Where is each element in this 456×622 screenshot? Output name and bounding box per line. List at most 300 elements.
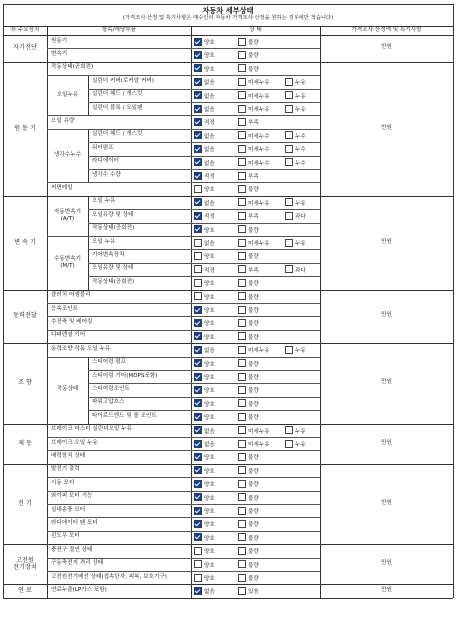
status-option[interactable] <box>194 145 215 154</box>
status-option-label: 미세누유 <box>248 80 270 87</box>
status-option[interactable] <box>285 105 306 114</box>
status-option[interactable] <box>194 105 215 114</box>
status-option[interactable] <box>194 346 215 355</box>
status-option[interactable] <box>194 386 215 395</box>
section-divider <box>3 343 453 344</box>
status-option[interactable] <box>238 293 259 302</box>
status-option[interactable] <box>285 346 306 355</box>
checkbox-checked-icon[interactable] <box>194 507 202 515</box>
checkbox-empty-icon[interactable] <box>285 158 293 166</box>
section-divider <box>3 544 453 545</box>
item-label: 작동상태(공회전) <box>92 278 135 285</box>
checkbox-checked-icon[interactable] <box>194 158 202 166</box>
status-option-label: 적정 <box>204 174 215 180</box>
checkbox-checked-icon[interactable] <box>194 520 202 528</box>
checkbox-checked-icon[interactable] <box>194 587 202 595</box>
checkbox-empty-icon[interactable] <box>285 105 293 113</box>
status-option-label: 없음 <box>204 241 215 247</box>
status-option[interactable] <box>285 239 306 248</box>
status-option[interactable] <box>285 78 306 87</box>
checkbox-checked-icon[interactable] <box>194 319 202 327</box>
checkbox-checked-icon[interactable] <box>194 38 202 46</box>
item-label: 라디에이터 <box>92 158 120 165</box>
checkbox-empty-icon[interactable] <box>238 306 246 314</box>
checkbox-empty-icon[interactable] <box>238 131 246 139</box>
status-option[interactable] <box>238 507 259 516</box>
row-divider <box>88 249 320 250</box>
status-option[interactable] <box>194 319 215 328</box>
checkbox-empty-icon[interactable] <box>238 413 246 421</box>
status-option[interactable] <box>238 132 270 141</box>
status-option[interactable] <box>194 159 215 168</box>
section-label-braking: 제 동 <box>18 439 32 447</box>
status-option[interactable] <box>194 373 215 382</box>
checkbox-empty-icon[interactable] <box>238 480 246 488</box>
checkbox-empty-icon[interactable] <box>194 560 202 568</box>
checkbox-empty-icon[interactable] <box>238 373 246 381</box>
row-divider <box>47 48 320 49</box>
checkbox-empty-icon[interactable] <box>238 332 246 340</box>
status-option[interactable] <box>194 534 215 543</box>
checkbox-empty-icon[interactable] <box>238 185 246 193</box>
price-unit-label: 만원 <box>381 439 392 446</box>
status-option-label: 부족 <box>248 267 259 274</box>
item-label: 실린더 블록 / 오일팬 <box>92 104 143 111</box>
checkbox-empty-icon[interactable] <box>285 145 293 153</box>
checkbox-empty-icon[interactable] <box>285 91 293 99</box>
checkbox-empty-icon[interactable] <box>238 359 246 367</box>
status-option[interactable] <box>238 118 259 127</box>
status-option[interactable] <box>238 239 270 248</box>
status-option[interactable] <box>238 51 259 60</box>
item-label: 충전구 절연 상태 <box>51 546 93 553</box>
checkbox-empty-icon[interactable] <box>238 198 246 206</box>
status-option-label: 양호 <box>204 66 215 73</box>
row-divider <box>88 397 320 398</box>
status-option[interactable] <box>194 467 215 476</box>
checkbox-empty-icon[interactable] <box>194 185 202 193</box>
status-option[interactable] <box>194 92 215 101</box>
checkbox-empty-icon[interactable] <box>238 158 246 166</box>
checkbox-empty-icon[interactable] <box>238 533 246 541</box>
checkbox-checked-icon[interactable] <box>194 413 202 421</box>
status-option-label: 불량 <box>248 187 259 194</box>
status-option[interactable] <box>238 212 259 221</box>
status-option-label: 불량 <box>248 482 259 489</box>
status-option[interactable] <box>194 453 215 462</box>
checkbox-empty-icon[interactable] <box>285 265 293 273</box>
price-unit-label: 만원 <box>381 379 392 386</box>
status-option[interactable] <box>285 159 306 168</box>
item-label: 실린더 헤드 / 개스킷 <box>92 91 143 98</box>
checkbox-empty-icon[interactable] <box>238 547 246 555</box>
checkbox-checked-icon[interactable] <box>194 346 202 354</box>
checkbox-empty-icon[interactable] <box>285 346 293 354</box>
col-header-item: 항목/해당부품 <box>101 27 137 33</box>
status-option[interactable] <box>238 159 270 168</box>
status-option[interactable] <box>194 440 215 449</box>
row-divider <box>47 558 320 559</box>
status-option-label: 양호 <box>204 40 215 46</box>
status-option[interactable] <box>194 78 215 87</box>
status-option[interactable] <box>238 199 270 208</box>
row-divider <box>88 169 320 170</box>
section-label-steering: 조 향 <box>18 379 32 387</box>
status-option[interactable] <box>194 293 215 302</box>
checkbox-empty-icon[interactable] <box>238 172 246 180</box>
checkbox-empty-icon[interactable] <box>194 574 202 582</box>
section-divider <box>3 464 453 465</box>
status-option[interactable] <box>194 574 215 583</box>
checkbox-checked-icon[interactable] <box>194 225 202 233</box>
table-border-bottom <box>3 598 453 599</box>
checkbox-empty-icon[interactable] <box>238 292 246 300</box>
checkbox-empty-icon[interactable] <box>194 292 202 300</box>
checkbox-empty-icon[interactable] <box>238 399 246 407</box>
status-option[interactable] <box>194 480 215 489</box>
status-option[interactable] <box>285 440 306 449</box>
status-option-label: 미세누유 <box>248 200 270 207</box>
col-divider-2 <box>191 26 192 598</box>
checkbox-empty-icon[interactable] <box>285 212 293 220</box>
checkbox-checked-icon[interactable] <box>194 493 202 501</box>
subgroup-divider <box>88 357 89 424</box>
checkbox-empty-icon[interactable] <box>238 212 246 220</box>
status-option-label: 양호 <box>204 535 215 542</box>
status-option[interactable] <box>194 252 215 261</box>
item-label: 오일유량 및 상태 <box>92 211 134 218</box>
col-divider-1 <box>47 26 48 598</box>
status-option-label: 미세누유 <box>248 241 270 247</box>
status-option-label: 미세누수 <box>248 160 270 167</box>
status-option[interactable] <box>238 480 259 489</box>
status-option[interactable] <box>238 266 259 275</box>
item-label: 오일 누유 <box>92 238 116 245</box>
checkbox-empty-icon[interactable] <box>238 38 246 46</box>
row-divider <box>88 383 320 384</box>
status-option-label: 누유 <box>295 93 306 100</box>
status-option[interactable] <box>285 199 306 208</box>
status-option-label: 양호 <box>204 294 215 301</box>
checkbox-checked-icon[interactable] <box>194 64 202 72</box>
checkbox-empty-icon[interactable] <box>238 78 246 86</box>
status-option[interactable] <box>194 427 215 436</box>
checkbox-empty-icon[interactable] <box>285 440 293 448</box>
checkbox-checked-icon[interactable] <box>194 131 202 139</box>
status-option-label: 양호 <box>204 361 215 368</box>
item-label: 연료누출(LP가스 포함) <box>51 587 107 593</box>
checkbox-empty-icon[interactable] <box>238 252 246 260</box>
status-option[interactable] <box>194 547 215 556</box>
item-label: 시동 모터 <box>51 479 75 486</box>
status-option[interactable] <box>194 212 215 221</box>
col-header-status: 상 태 <box>249 27 262 33</box>
status-option-label: 불량 <box>248 40 259 46</box>
item-label: 오일유량 및 상태 <box>92 265 134 272</box>
status-option[interactable] <box>238 333 259 342</box>
status-option[interactable] <box>194 279 215 288</box>
item-label: 동력조향 작동 오일 누유 <box>51 345 111 352</box>
item-label: 냉각수 수량 <box>92 171 121 178</box>
item-label: 실린더 헤드 / 개스킷 <box>92 131 143 138</box>
status-option-label: 양호 <box>204 468 215 475</box>
row-divider <box>88 209 320 210</box>
checkbox-empty-icon[interactable] <box>194 547 202 555</box>
status-option[interactable] <box>238 346 270 355</box>
checkbox-empty-icon[interactable] <box>285 239 293 247</box>
table-border-left <box>3 4 4 598</box>
checkbox-checked-icon[interactable] <box>194 359 202 367</box>
status-option[interactable] <box>194 172 215 181</box>
status-option[interactable] <box>238 386 259 395</box>
status-option[interactable] <box>194 118 215 127</box>
status-option[interactable] <box>285 212 306 221</box>
row-divider <box>88 263 320 264</box>
status-option[interactable] <box>238 306 259 315</box>
status-option-label: 누유 <box>295 348 306 355</box>
status-option-label: 과다 <box>295 267 306 274</box>
status-option[interactable] <box>238 547 259 556</box>
checkbox-checked-icon[interactable] <box>194 145 202 153</box>
status-option[interactable] <box>238 38 259 47</box>
status-option-label: 불량 <box>248 535 259 542</box>
status-option[interactable] <box>194 226 215 235</box>
status-option[interactable] <box>194 360 215 369</box>
checkbox-checked-icon[interactable] <box>194 399 202 407</box>
item-label: 원동기 <box>51 37 68 44</box>
status-option-label: 불량 <box>248 227 259 234</box>
checkbox-empty-icon[interactable] <box>238 507 246 515</box>
status-option[interactable] <box>238 78 270 87</box>
status-option[interactable] <box>194 333 215 342</box>
checkbox-checked-icon[interactable] <box>194 386 202 394</box>
checkbox-checked-icon[interactable] <box>194 440 202 448</box>
checkbox-empty-icon[interactable] <box>238 560 246 568</box>
checkbox-empty-icon[interactable] <box>238 574 246 582</box>
status-option-label: 양호 <box>204 227 215 234</box>
checkbox-empty-icon[interactable] <box>238 225 246 233</box>
status-option[interactable] <box>238 413 259 422</box>
status-option[interactable] <box>194 266 215 275</box>
status-option[interactable] <box>238 92 270 101</box>
status-option[interactable] <box>285 92 306 101</box>
checkbox-empty-icon[interactable] <box>238 279 246 287</box>
status-option[interactable] <box>238 520 259 529</box>
checkbox-empty-icon[interactable] <box>238 51 246 59</box>
status-option[interactable] <box>194 587 215 596</box>
status-option[interactable] <box>238 65 259 74</box>
row-divider <box>47 437 320 438</box>
status-option[interactable] <box>238 279 259 288</box>
status-option[interactable] <box>238 360 259 369</box>
status-option[interactable] <box>285 132 306 141</box>
status-option-label: 양호 <box>204 388 215 395</box>
checkbox-empty-icon[interactable] <box>194 239 202 247</box>
status-option[interactable] <box>194 132 215 141</box>
checkbox-checked-icon[interactable] <box>194 51 202 59</box>
checkbox-empty-icon[interactable] <box>238 105 246 113</box>
item-label: 작동상태(공회전) <box>51 64 94 71</box>
status-option-label: 불량 <box>248 549 259 556</box>
checkbox-empty-icon[interactable] <box>238 386 246 394</box>
status-option[interactable] <box>194 494 215 503</box>
status-option-label: 과다 <box>295 214 306 221</box>
status-option[interactable] <box>238 319 259 328</box>
status-option[interactable] <box>194 507 215 516</box>
row-divider <box>47 450 320 451</box>
checkbox-checked-icon[interactable] <box>194 533 202 541</box>
status-option[interactable] <box>238 494 259 503</box>
checkbox-empty-icon[interactable] <box>285 426 293 434</box>
status-option-label: 없음 <box>204 160 215 167</box>
status-option-label: 없음 <box>204 348 215 355</box>
status-option-label: 양호 <box>204 375 215 381</box>
checkbox-empty-icon[interactable] <box>238 453 246 461</box>
status-option-label: 없음 <box>204 80 215 87</box>
status-option[interactable] <box>238 105 270 114</box>
item-label: 디퍼렌셜 기어 <box>51 332 86 339</box>
section-divider <box>3 424 453 425</box>
status-option-label: 양호 <box>204 254 215 261</box>
section-label-power-transfer: 동력전달 <box>13 312 37 320</box>
status-option[interactable] <box>238 226 259 235</box>
status-option[interactable] <box>194 520 215 529</box>
status-option-label: 불량 <box>248 294 259 301</box>
checkbox-checked-icon[interactable] <box>194 118 202 126</box>
status-option[interactable] <box>194 561 215 570</box>
status-option-label: 불량 <box>248 522 259 529</box>
checkbox-checked-icon[interactable] <box>194 373 202 381</box>
status-option-label: 양호 <box>204 522 215 529</box>
status-option-label: 불량 <box>248 509 259 515</box>
status-option[interactable] <box>194 51 215 60</box>
price-unit-label: 만원 <box>381 44 392 51</box>
status-option[interactable] <box>194 239 215 248</box>
checkbox-checked-icon[interactable] <box>194 306 202 314</box>
status-option[interactable] <box>238 534 259 543</box>
status-option[interactable] <box>238 427 270 436</box>
checkbox-empty-icon[interactable] <box>285 78 293 86</box>
status-option[interactable] <box>238 467 259 476</box>
status-option-label: 누유 <box>295 241 306 247</box>
status-option[interactable] <box>285 427 306 436</box>
checkbox-checked-icon[interactable] <box>194 91 202 99</box>
checkbox-empty-icon[interactable] <box>238 145 246 153</box>
row-divider <box>47 504 320 505</box>
checkbox-empty-icon[interactable] <box>194 265 202 273</box>
status-option[interactable] <box>238 453 259 462</box>
row-divider <box>47 357 320 358</box>
row-divider <box>47 517 320 518</box>
status-option[interactable] <box>238 252 259 261</box>
status-option[interactable] <box>238 574 259 583</box>
status-option-label: 없음 <box>204 428 215 435</box>
checkbox-checked-icon[interactable] <box>194 198 202 206</box>
subgroup-label-auto-trans: 자동변속기 (A/T) <box>53 209 82 222</box>
status-option[interactable] <box>194 413 215 422</box>
checkbox-checked-icon[interactable] <box>194 480 202 488</box>
status-option[interactable] <box>285 145 306 154</box>
checkbox-empty-icon[interactable] <box>238 239 246 247</box>
checkbox-empty-icon[interactable] <box>238 265 246 273</box>
row-divider <box>47 330 320 331</box>
row-divider <box>88 223 320 224</box>
row-divider <box>47 316 320 317</box>
checkbox-checked-icon[interactable] <box>194 332 202 340</box>
status-option[interactable] <box>194 185 215 194</box>
checkbox-empty-icon[interactable] <box>238 493 246 501</box>
checkbox-empty-icon[interactable] <box>194 279 202 287</box>
status-option[interactable] <box>238 373 259 382</box>
price-unit-label: 만원 <box>381 587 392 594</box>
status-option[interactable] <box>238 145 270 154</box>
col-header-device: ⑱ 주요장치 <box>10 27 40 33</box>
status-option-label: 누유 <box>295 107 306 113</box>
checkbox-checked-icon[interactable] <box>194 172 202 180</box>
status-option[interactable] <box>285 266 306 275</box>
status-option[interactable] <box>238 440 270 449</box>
item-label: 기어변속장치 <box>92 252 125 258</box>
status-option[interactable] <box>238 561 259 570</box>
status-option-label: 불량 <box>248 401 259 408</box>
checkbox-empty-icon[interactable] <box>238 520 246 528</box>
checkbox-checked-icon[interactable] <box>194 212 202 220</box>
status-option-label: 적정 <box>204 214 215 221</box>
status-option[interactable] <box>238 587 259 596</box>
checkbox-empty-icon[interactable] <box>238 466 246 474</box>
status-option[interactable] <box>194 38 215 47</box>
checkbox-checked-icon[interactable] <box>194 466 202 474</box>
checkbox-empty-icon[interactable] <box>194 252 202 260</box>
checkbox-empty-icon[interactable] <box>285 198 293 206</box>
price-unit-label: 만원 <box>381 238 392 245</box>
row-divider <box>47 491 320 492</box>
checkbox-checked-icon[interactable] <box>194 453 202 461</box>
item-label: 브레이크 마스터 실린더오일 누유 <box>51 426 132 433</box>
checkbox-empty-icon[interactable] <box>238 319 246 327</box>
status-option[interactable] <box>194 306 215 315</box>
status-option[interactable] <box>194 400 215 409</box>
status-option-label: 없음 <box>204 133 215 140</box>
status-option[interactable] <box>238 185 259 194</box>
checkbox-empty-icon[interactable] <box>285 131 293 139</box>
item-label: 변속기 <box>51 51 68 57</box>
status-option[interactable] <box>238 400 259 409</box>
row-divider <box>88 102 320 103</box>
checkbox-empty-icon[interactable] <box>238 346 246 354</box>
checkbox-checked-icon[interactable] <box>194 105 202 113</box>
checkbox-empty-icon[interactable] <box>238 426 246 434</box>
status-option-label: 불량 <box>248 562 259 569</box>
status-option-label: 양호 <box>204 334 215 341</box>
status-option[interactable] <box>194 65 215 74</box>
item-label: 실내송풍 모터 <box>51 506 86 513</box>
checkbox-checked-icon[interactable] <box>194 78 202 86</box>
item-label: 오일 유량 <box>51 118 75 124</box>
checkbox-checked-icon[interactable] <box>194 426 202 434</box>
status-option-label: 불량 <box>248 254 259 261</box>
status-option[interactable] <box>238 172 259 181</box>
checkbox-empty-icon[interactable] <box>238 64 246 72</box>
checkbox-empty-icon[interactable] <box>238 587 246 595</box>
status-option[interactable] <box>194 199 215 208</box>
checkbox-empty-icon[interactable] <box>238 91 246 99</box>
table-border-right <box>453 4 454 598</box>
status-option-label: 불량 <box>248 495 259 502</box>
checkbox-empty-icon[interactable] <box>238 118 246 126</box>
checkbox-empty-icon[interactable] <box>238 440 246 448</box>
status-option-label: 미세누유 <box>248 348 270 355</box>
